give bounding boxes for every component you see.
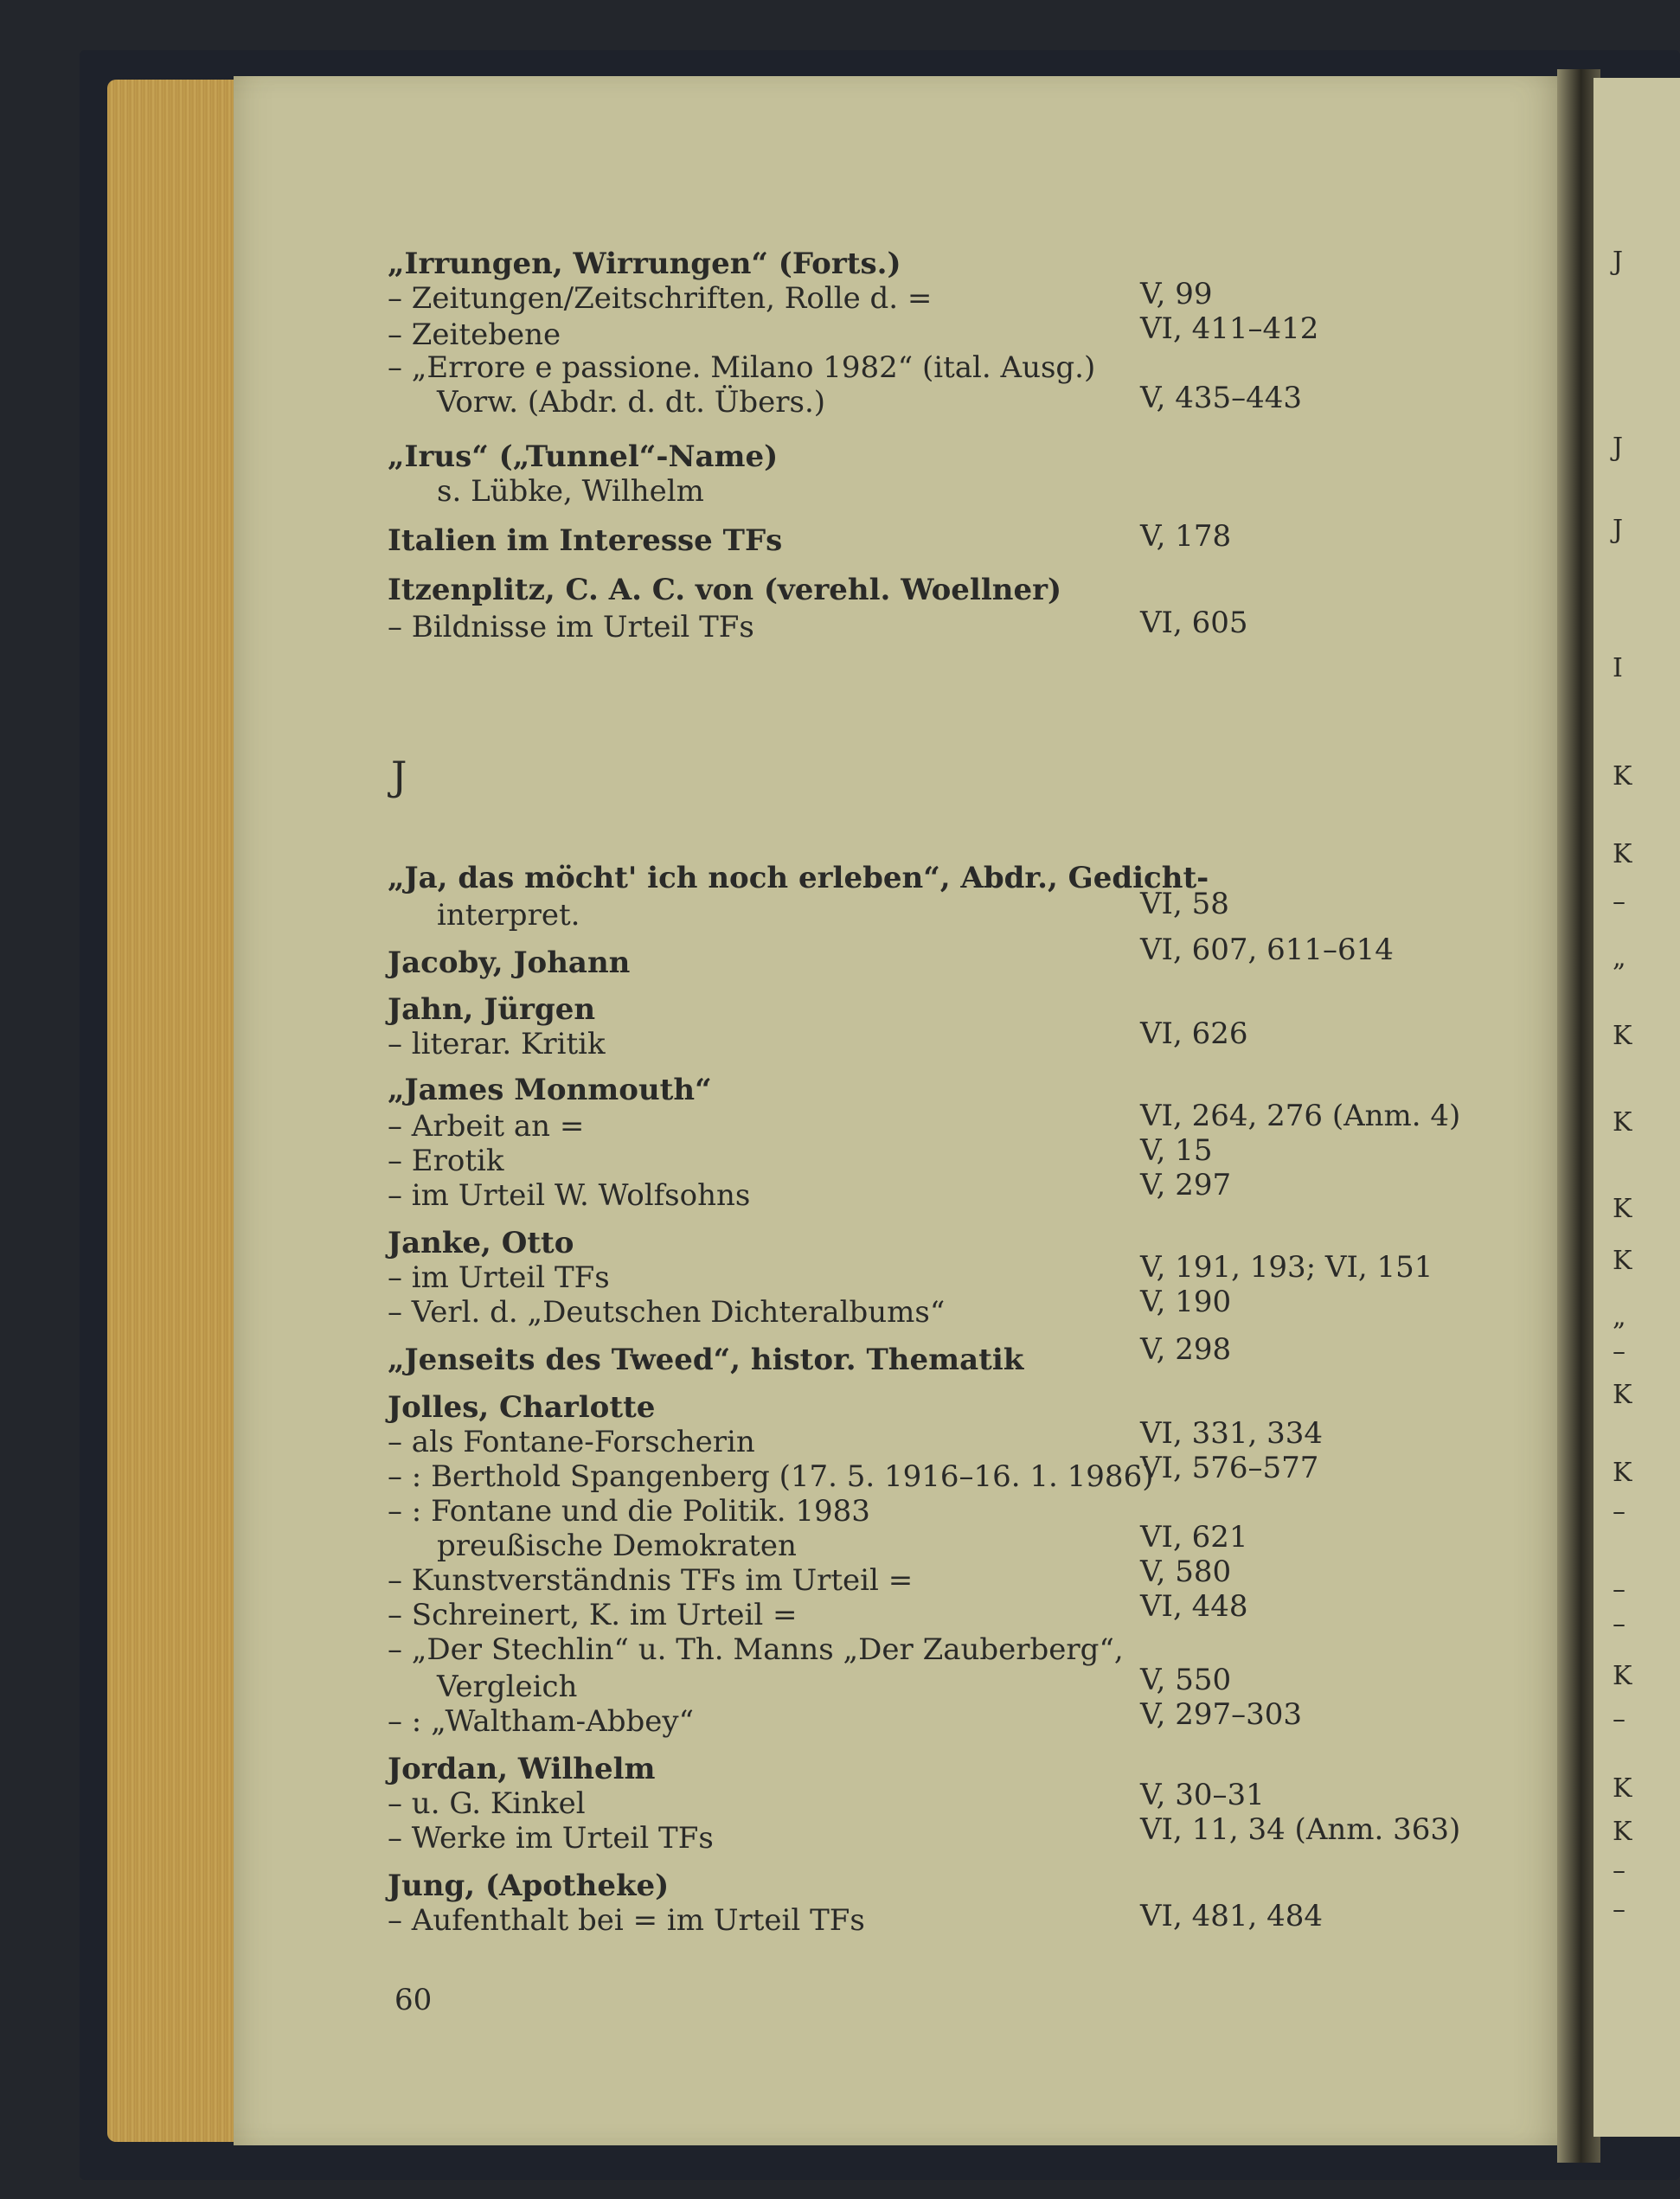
index-subentry-continuation: interpret. (437, 898, 580, 933)
next-page-fragment: K (1613, 1194, 1632, 1224)
next-page-fragment: „ (1613, 1302, 1626, 1332)
index-subentry: – „Der Stechlin“ u. Th. Manns „Der Zauberberg“, (388, 1632, 1124, 1667)
next-page-fragment: – (1613, 1609, 1625, 1639)
index-subentry: – Erotik (388, 1144, 504, 1178)
index-reference: VI, 626 (1140, 1016, 1248, 1051)
index-entry-heading: „Irrungen, Wirrungen“ (Forts.) (388, 247, 901, 281)
index-subentry: – Zeitungen/Zeitschriften, Rolle d. = (388, 281, 933, 316)
index-reference: V, 550 (1140, 1663, 1232, 1697)
next-page-fragment: – (1613, 887, 1625, 917)
index-subentry-continuation: preußische Demokraten (437, 1529, 797, 1563)
index-reference: VI, 411–412 (1140, 311, 1319, 346)
index-reference: V, 435–443 (1140, 381, 1303, 415)
next-page-fragment: K (1613, 1380, 1632, 1410)
index-subentry: – Schreinert, K. im Urteil = (388, 1598, 798, 1632)
index-entry-heading: „Irus“ („Tunnel“-Name) (388, 439, 779, 474)
next-page-fragment: K (1613, 839, 1632, 869)
index-reference: V, 580 (1140, 1555, 1232, 1589)
index-subentry: – Werke im Urteil TFs (388, 1821, 714, 1856)
index-subentry: – Zeitebene (388, 317, 561, 352)
index-subentry: – literar. Kritik (388, 1027, 606, 1061)
index-reference: VI, 448 (1140, 1589, 1248, 1624)
index-subentry: – Arbeit an = (388, 1109, 585, 1144)
index-entry-heading: Jordan, Wilhelm (388, 1752, 656, 1786)
index-subentry: – Bildnisse im Urteil TFs (388, 610, 754, 644)
letter-heading: J (391, 753, 407, 799)
next-page-fragment: I (1613, 653, 1623, 683)
index-reference: VI, 264, 276 (Anm. 4) (1140, 1099, 1461, 1133)
index-subentry: – Kunstverständnis TFs im Urteil = (388, 1563, 914, 1598)
index-entry-heading: Itzenplitz, C. A. C. von (verehl. Woellner) (388, 573, 1062, 607)
page-edges (107, 80, 253, 2142)
index-entry-heading: Italien im Interesse TFs (388, 523, 783, 558)
index-subentry: – „Errore e passione. Milano 1982“ (ital. Ausg.) (388, 350, 1096, 385)
next-page-fragment: J (1613, 515, 1624, 545)
index-subentry: – : Fontane und die Politik. 1983 (388, 1494, 870, 1529)
next-page-fragment: – (1613, 1497, 1625, 1527)
index-subentry: – : „Waltham-Abbey“ (388, 1704, 694, 1739)
index-subentry: – Aufenthalt bei = im Urteil TFs (388, 1903, 865, 1938)
next-page-fragment: K (1613, 1107, 1632, 1138)
index-subentry: – : Berthold Spangenberg (17. 5. 1916–16. 1. 1986) (388, 1459, 1154, 1494)
index-subentry: – im Urteil TFs (388, 1260, 610, 1295)
index-reference: VI, 576–577 (1140, 1451, 1319, 1485)
index-reference: V, 297–303 (1140, 1697, 1303, 1732)
index-entry-heading: „James Monmouth“ (388, 1073, 712, 1107)
index-reference: V, 191, 193; VI, 151 (1140, 1250, 1433, 1285)
index-subentry: – als Fontane-Forscherin (388, 1425, 755, 1459)
next-page-fragment: K (1613, 1817, 1632, 1847)
index-entry-heading: Janke, Otto (388, 1226, 574, 1260)
index-reference: V, 178 (1140, 519, 1232, 554)
index-reference: V, 190 (1140, 1285, 1232, 1319)
index-entry-heading: Jung, (Apotheke) (388, 1869, 670, 1903)
index-entry-heading: Jacoby, Johann (388, 946, 631, 980)
next-page-fragment: „ (1613, 943, 1626, 973)
next-page-fragment: K (1613, 1021, 1632, 1051)
next-page-fragment: – (1613, 1856, 1625, 1886)
next-page-fragment: – (1613, 1574, 1625, 1605)
index-reference: VI, 605 (1140, 606, 1248, 640)
next-page-fragment: – (1613, 1337, 1625, 1367)
next-page-fragment: – (1613, 1894, 1625, 1925)
next-page-edge (1593, 78, 1680, 2137)
index-reference: V, 99 (1140, 277, 1213, 311)
next-page-fragment: K (1613, 761, 1632, 792)
next-page-fragment: – (1613, 1704, 1625, 1734)
index-reference: VI, 481, 484 (1140, 1899, 1324, 1933)
index-reference: VI, 621 (1140, 1520, 1248, 1555)
index-subentry: – im Urteil W. Wolfsohns (388, 1178, 751, 1213)
page-number: 60 (394, 1983, 433, 2017)
index-entry-heading: „Ja, das möcht' ich noch erleben“, Abdr., Gedicht- (388, 861, 1209, 895)
index-entry-heading: „Jenseits des Tweed“, histor. Thematik (388, 1343, 1024, 1377)
index-reference: V, 15 (1140, 1133, 1213, 1168)
index-entry-heading: Jahn, Jürgen (388, 992, 596, 1027)
next-page-fragment: K (1613, 1661, 1632, 1691)
index-subentry: s. Lübke, Wilhelm (437, 474, 704, 509)
index-entry-heading: Jolles, Charlotte (388, 1390, 656, 1425)
index-subentry: – u. G. Kinkel (388, 1786, 586, 1821)
next-page-fragment: K (1613, 1773, 1632, 1804)
index-subentry-continuation: Vorw. (Abdr. d. dt. Übers.) (437, 385, 826, 420)
next-page-fragment: K (1613, 1458, 1632, 1488)
next-page-fragment: K (1613, 1246, 1632, 1276)
index-subentry-continuation: Vergleich (437, 1670, 578, 1704)
index-reference: VI, 607, 611–614 (1140, 933, 1394, 967)
index-reference: V, 297 (1140, 1168, 1232, 1202)
next-page-fragment: J (1613, 433, 1624, 463)
index-reference: V, 30–31 (1140, 1778, 1265, 1812)
index-reference: VI, 58 (1140, 887, 1229, 921)
next-page-fragment: J (1613, 247, 1624, 277)
index-subentry: – Verl. d. „Deutschen Dichteralbums“ (388, 1295, 946, 1330)
index-reference: VI, 11, 34 (Anm. 363) (1140, 1812, 1461, 1847)
index-reference: V, 298 (1140, 1332, 1232, 1367)
index-reference: VI, 331, 334 (1140, 1416, 1324, 1451)
